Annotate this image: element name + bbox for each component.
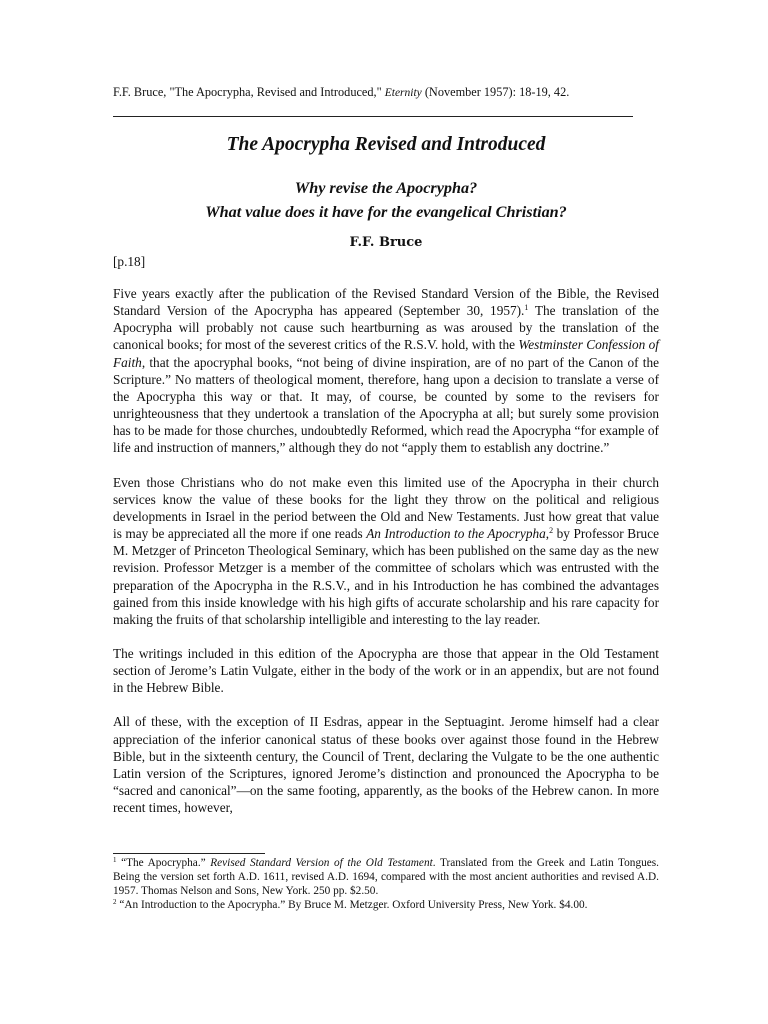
footnote-2-number: 2 <box>113 898 117 906</box>
paragraph-2-text-c: by Professor Bruce M. Metzger of Princeton Theological Seminary, which has been published on the same day as the new revision. Professor Metzger is a member of the committee of scholars which was entrusted with the preparation of the Apocrypha in the R.S.V., and in his Introduction he has combined the advantages gained from this inside knowledge with his high gifts of accurate scholarship and his rare capacity for making the fruits of that scholarship intelligible and interesting to the lay reader. <box>113 526 659 627</box>
footnote-1-text-a: “The Apocrypha.” <box>116 857 211 869</box>
footnote-ref-2: 2 <box>549 526 554 536</box>
article-title: The Apocrypha Revised and Introduced <box>226 134 546 155</box>
paragraph-1-text-a: Five years exactly after the publication of the Revised Standard Version of the Bible, the Revised Standard Version of the Apocrypha has appeared (September 30, 1957). <box>113 286 659 319</box>
footnote-2 <box>113 898 659 912</box>
paragraph-2-comma: , <box>545 526 550 542</box>
paragraph-1-italic: Westminster Confession of Faith <box>113 337 659 370</box>
paragraph-2 <box>113 474 659 628</box>
citation-header <box>113 84 658 101</box>
article-body <box>113 285 659 816</box>
article-subtitle <box>113 176 659 224</box>
paragraph-2-text-a: Even those Christians who do not make even this limited use of the Apocrypha in their church services know the value of these books for the light they throw on the political and religious developments in Israel in the period between the Old and New Testaments. Just how great that value is may be appreciated all the more if one reads <box>113 474 659 542</box>
paragraph-3: The writings included in this edition of the Apocrypha are those that appear in the Old Testament section of Jerome’s Latin Vulgate, either in the body of the work or in an appendix, but are not found in the Hebrew Bible. <box>113 645 659 696</box>
paragraph-1-text-c: , that the apocryphal books, “not being of divine inspiration, are of no part of the Canon of the Scripture.” No matters of theological moment, therefore, hang upon a decision to translate a verse of the Apocrypha this way or that. It may, of course, be counted by some to the revisers for unrighteousness that they undertook a translation of the Apocrypha at all; but surely some provision has to be made for those churches, undoubtedly Reformed, which read the Apocrypha “for example of life and instruction of manners,” although they do not “apply them to establish any doctrine.” <box>113 354 659 456</box>
footnote-2-text: “An Introduction to the Apocrypha.” By Bruce M. Metzger. Oxford University Press, New York. $4.00. <box>116 899 588 911</box>
footnote-ref-1: 1 <box>524 303 529 313</box>
header-rule <box>113 116 633 117</box>
footnote-1-number: 1 <box>113 856 117 864</box>
paragraph-2-italic: An Introduction to the Apocrypha <box>366 526 546 542</box>
paragraph-1 <box>113 285 659 457</box>
page-marker: [p.18] <box>113 254 146 269</box>
citation-text: F.F. Bruce, "The Apocrypha, Revised and Introduced," <box>113 85 385 99</box>
paragraph-1-text-b: The translation of the Apocrypha will probably not cause such heartburning as was aroused by the translation of the canonical books; for most of the severest critics of the R.S.V. hold, with the <box>113 303 659 353</box>
footnote-1-text-b: . Translated from the Greek and Latin Tongues. Being the version set forth A.D. 1611, revised A.D. 1694, compared with the most ancient authorities and revised A.D. 1957. Thomas Nelson and Sons, New York. 250 pp. $2.50. <box>113 857 659 897</box>
author-name: F.F. Bruce <box>349 235 423 250</box>
subtitle-line-2: What value does it have for the evangelical Christian? <box>205 203 567 221</box>
citation-details: (November 1957): 18-19, 42. <box>421 85 570 99</box>
footnotes <box>113 856 659 912</box>
citation-journal: Eternity <box>384 87 422 99</box>
subtitle-line-1: Why revise the Apocrypha? <box>294 179 478 197</box>
footnote-rule <box>113 853 265 854</box>
footnote-1-italic: Revised Standard Version of the Old Testament <box>210 857 433 869</box>
footnote-1 <box>113 856 659 898</box>
paragraph-4: All of these, with the exception of II Esdras, appear in the Septuagint. Jerome himself had a clear appreciation of the inferior canonical status of these books over against those found in the Hebrew Bible, but in the sixteenth century, the Council of Trent, declaring the Vulgate to be the one authentic Latin version of the Scriptures, ignored Jerome’s distinction and pronounced the Apocrypha to be “sacred and canonical”—on the same footing, apparently, as the books of the Hebrew canon. In more recent times, however, <box>113 714 659 816</box>
